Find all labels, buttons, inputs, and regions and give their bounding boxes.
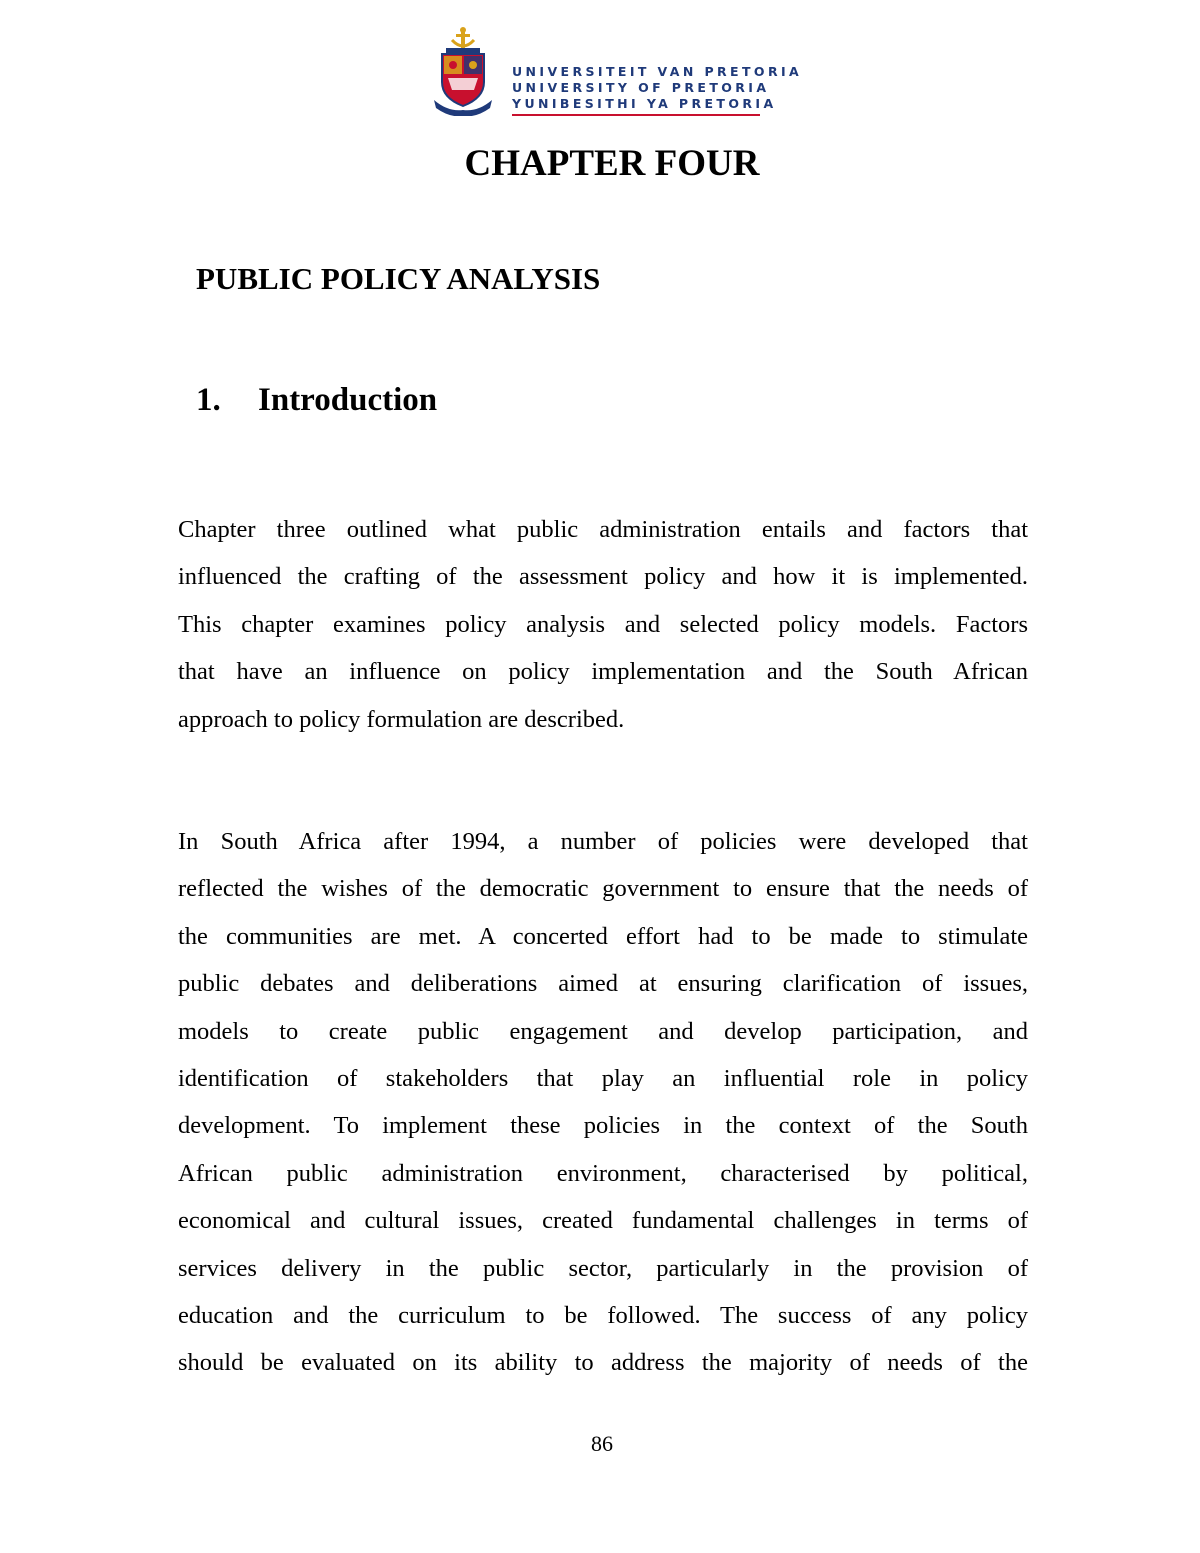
paragraph-line: economical and cultural issues, created fundamental challenges in terms of xyxy=(178,1207,1028,1235)
university-logo xyxy=(432,26,803,122)
section-heading-text: Introduction xyxy=(258,382,438,418)
page-number: 86 xyxy=(591,1431,613,1456)
paragraph-line: models to create public engagement and develop participation, and xyxy=(178,1017,1028,1045)
university-names xyxy=(512,64,803,116)
paragraph-line: In South Africa after 1994, a number of policies were developed that xyxy=(178,828,1028,855)
paragraph-line: identification of stakeholders that play an influential role in policy xyxy=(178,1064,1028,1092)
paragraph-line: that have an influence on policy implementation and the South African xyxy=(178,658,1028,686)
paragraph-line: education and the curriculum to be followed. The success of any policy xyxy=(178,1301,1028,1329)
logo-divider-line xyxy=(512,114,760,116)
paragraph-1 xyxy=(178,506,1028,743)
paragraph-2 xyxy=(178,818,1028,1387)
university-name-afrikaans: UNIVERSITEIT VAN PRETORIA xyxy=(512,64,803,79)
paragraph-line: African public administration environment, characterised by political, xyxy=(178,1159,1028,1187)
paragraph-line: services delivery in the public sector, particularly in the provision of xyxy=(178,1254,1028,1282)
paragraph-line: Chapter three outlined what public administration entails and factors that xyxy=(178,516,1028,543)
chapter-title: CHAPTER FOUR xyxy=(464,143,760,184)
university-name-sepedi: YUNIBESITHI YA PRETORIA xyxy=(512,96,777,111)
paragraph-line: public debates and deliberations aimed at ensuring clarification of issues, xyxy=(178,970,1028,998)
paragraph-line: the communities are met. A concerted effort had to be made to stimulate xyxy=(178,922,1028,950)
paragraph-line: approach to policy formulation are described. xyxy=(178,705,625,733)
paragraph-line: development. To implement these policies in the context of the South xyxy=(178,1112,1028,1140)
introduction-heading xyxy=(196,378,437,422)
paragraph-line: This chapter examines policy analysis and selected policy models. Factors xyxy=(178,610,1028,638)
paragraph-line: reflected the wishes of the democratic government to ensure that the needs of xyxy=(178,875,1028,903)
paragraph-line: influenced the crafting of the assessment policy and how it is implemented. xyxy=(178,563,1028,591)
paragraph-line: should be evaluated on its ability to address the majority of needs of the xyxy=(178,1349,1028,1377)
university-crest-icon xyxy=(432,26,494,116)
university-name-english: UNIVERSITY OF PRETORIA xyxy=(512,80,770,95)
section-number: 1. xyxy=(196,382,221,418)
section-title: PUBLIC POLICY ANALYSIS xyxy=(196,261,601,296)
